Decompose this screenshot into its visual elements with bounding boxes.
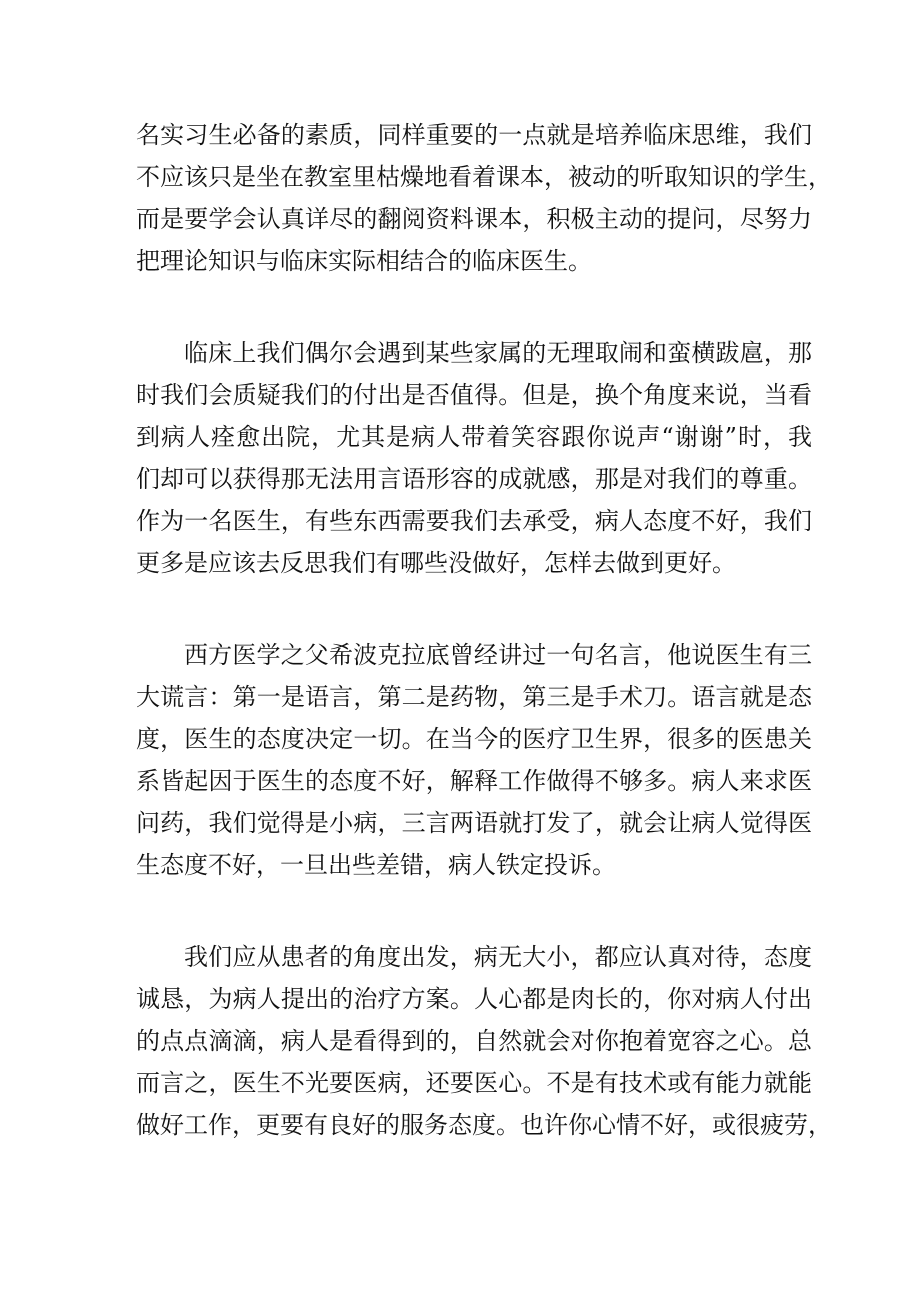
paragraph-gap — [136, 584, 812, 634]
paragraph-3-line-4: 系皆起因于医生的态度不好，解释工作做得不够多。病人来求医 — [136, 767, 812, 795]
paragraph-2-line-2: 时我们会质疑我们的付出是否值得。但是，换个角度来说，当看 — [136, 381, 812, 409]
paragraph-3-line-5: 问药，我们觉得是小病，三言两语就打发了，就会让病人觉得医 — [136, 809, 812, 837]
paragraph-3-line-2: 大谎言：第一是语言，第二是药物，第三是手术刀。语言就是态 — [136, 683, 812, 711]
paragraph-gap — [136, 282, 812, 332]
paragraph-2-line-4: 们却可以获得那无法用言语形容的成就感，那是对我们的尊重。 — [136, 465, 812, 493]
paragraph-4-line-2: 诚恳，为病人提出的治疗方案。人心都是肉长的，你对病人付出 — [136, 985, 812, 1013]
paragraph-4-line-5: 做好工作，更要有良好的服务态度。也许你心情不好，或很疲劳， — [136, 1111, 832, 1139]
paragraph-3-line-6: 生态度不好，一旦出些差错，病人铁定投诉。 — [136, 851, 616, 879]
paragraph-4-line-1: 我们应从患者的角度出发，病无大小，都应认真对待，态度 — [184, 943, 812, 971]
paragraph-1-line-1: 名实习生必备的素质，同样重要的一点就是培养临床思维，我们 — [136, 121, 812, 149]
document-body — [136, 114, 832, 1146]
paragraph-4-line-4: 而言之，医生不光要医病，还要医心。不是有技术或有能力就能 — [136, 1069, 812, 1097]
paragraph-3-line-3: 度，医生的态度决定一切。在当今的医疗卫生界，很多的医患关 — [136, 725, 812, 753]
paragraph-1-line-2: 不应该只是坐在教室里枯燥地看着课本，被动的听取知识的学生， — [136, 163, 832, 191]
paragraph-2-line-3: 到病人痊愈出院，尤其是病人带着笑容跟你说声“谢谢”时，我 — [136, 423, 812, 451]
paragraph-2-line-1: 临床上我们偶尔会遇到某些家属的无理取闹和蛮横跋扈，那 — [184, 339, 812, 367]
paragraph-3-line-1: 西方医学之父希波克拉底曾经讲过一句名言，他说医生有三 — [184, 641, 812, 669]
paragraph-gap — [136, 886, 812, 936]
paragraph-2-line-5: 作为一名医生，有些东西需要我们去承受，病人态度不好，我们 — [136, 507, 812, 535]
paragraph-4-line-3: 的点点滴滴，病人是看得到的，自然就会对你抱着宽容之心。总 — [136, 1027, 812, 1055]
paragraph-1-line-3: 而是要学会认真详尽的翻阅资料课本，积极主动的提问，尽努力 — [136, 205, 812, 233]
paragraph-2-line-6: 更多是应该去反思我们有哪些没做好，怎样去做到更好。 — [136, 549, 736, 577]
paragraph-1-line-4: 把理论知识与临床实际相结合的临床医生。 — [136, 247, 592, 275]
